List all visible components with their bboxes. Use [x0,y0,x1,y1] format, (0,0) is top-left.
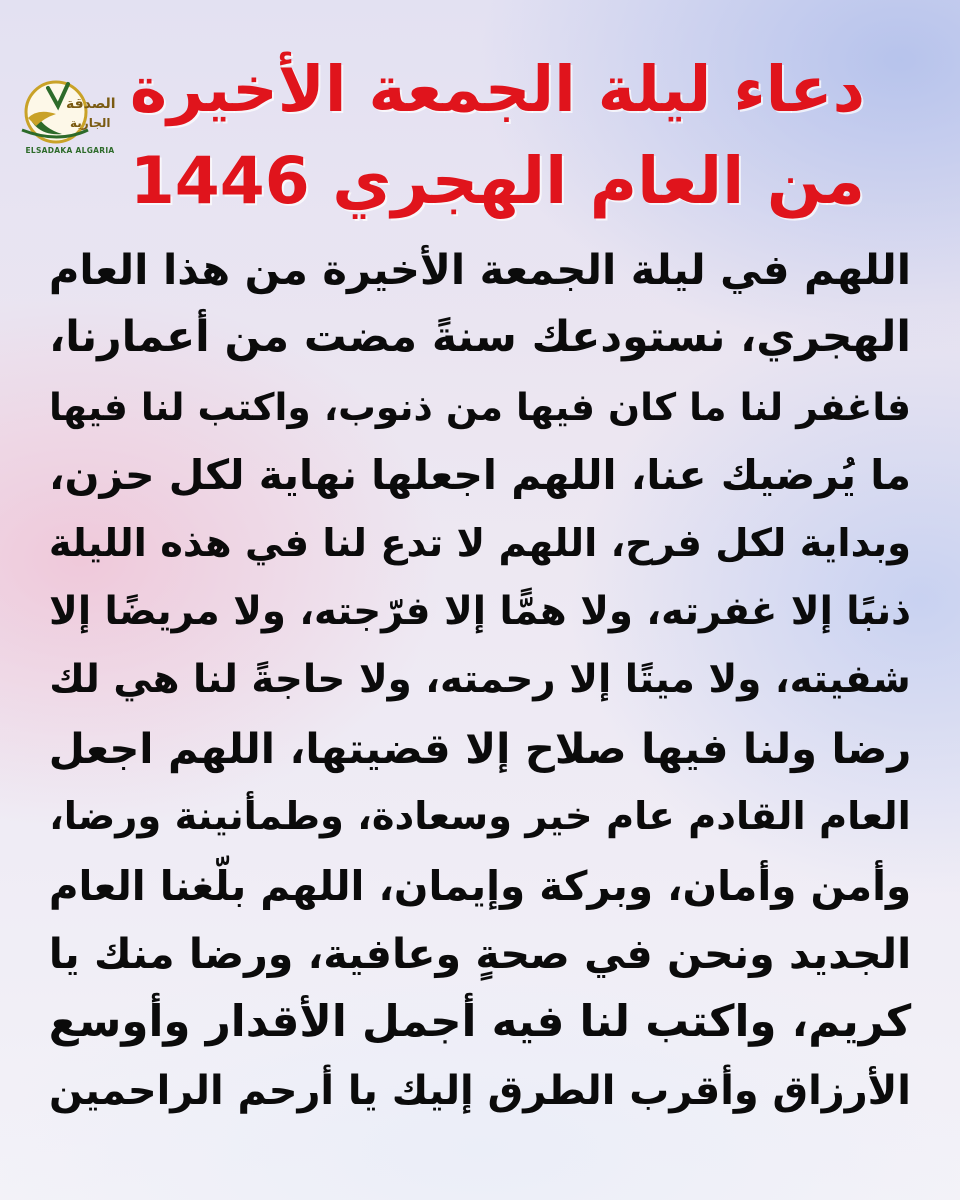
prayer-line: وأمن وأمان، وبركة وإيمان، اللهم بلّغنا العام [48,861,912,910]
prayer-line: فاغفر لنا ما كان فيها من ذنوب، واكتب لنا فيها [48,384,912,429]
prayer-line: وبداية لكل فرح، اللهم لا تدع لنا في هذه الليلة [48,520,912,566]
logo-emblem-icon [18,78,122,148]
logo [18,78,122,162]
logo-name-line1: الصدقة [66,96,116,112]
title-line-1: دعاء ليلة الجمعة الأخيرة [129,52,865,126]
prayer-line: كريم، واكتب لنا فيه أجمل الأقدار وأوسع [48,997,912,1048]
prayer-line: العام القادم عام خير وسعادة، وطمأنينة ورضا، [49,794,911,840]
prayer-line: ذنبًا إلا غفرته، ولا همًّا إلا فرّجته، ولا مريضًا إلا [49,589,911,635]
prayer-line: ما يُرضيك عنا، اللهم اجعلها نهاية لكل حزن، [48,451,912,500]
prayer-body [40,236,920,1125]
prayer-line: الجديد ونحن في صحةٍ وعافية، ورضا منك يا [48,930,912,979]
logo-name-line2: الجارية [70,116,111,130]
prayer-line: شفيته، ولا ميتًا إلا رحمته، ولا حاجةً لنا هي لك [49,657,911,703]
prayer-line: اللهم في ليلة الجمعة الأخيرة من هذا العام [48,245,912,294]
logo-caption: ELSADAKA ALGARIA [25,146,115,155]
prayer-line: رضا ولنا فيها صلاح إلا قضيتها، اللهم اجعل [48,723,912,773]
title-line-2: من العام الهجري 1446 [129,144,865,219]
prayer-line: الأرزاق وأقرب الطرق إليك يا أرحم الراحمين [49,1067,911,1114]
prayer-line: الهجري، نستودعك سنةً مضت من أعمارنا، [49,313,911,363]
